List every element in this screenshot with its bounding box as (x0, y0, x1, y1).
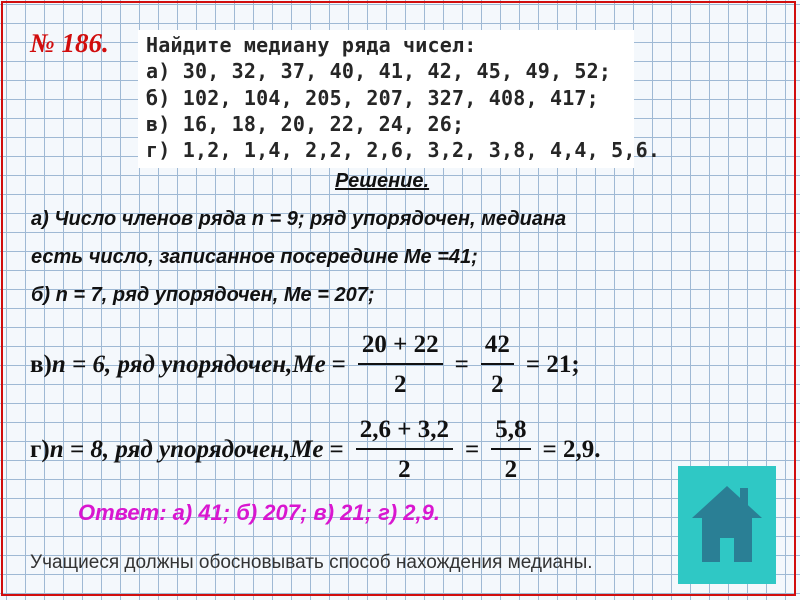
formula-v-eq1: = (331, 351, 346, 378)
formula-g (30, 410, 607, 490)
formula-g-fraction-2 (491, 416, 530, 484)
formula-v-fraction-2 (481, 331, 514, 399)
answer-text: Ответ: а) 41; б) 207; в) 21; г) 2,9. (78, 500, 440, 525)
formula-g-prefix: г) (30, 436, 50, 463)
formula-v-middle: , ряд упорядочен, (104, 351, 293, 378)
task-number: № 186. (30, 28, 109, 58)
formula-v-frac2-denominator: 2 (491, 371, 504, 398)
task-item-b: б) 102, 104, 205, 207, 327, 408, 417; (146, 86, 599, 110)
formula-v-n: n = 6 (51, 351, 105, 378)
formula-g-frac2-numerator: 5,8 (491, 416, 530, 450)
solution-line-a: а) Число членов ряда n = 9; ряд упорядочен, медиана (31, 208, 567, 230)
house-icon (678, 466, 776, 584)
home-button[interactable] (678, 466, 776, 584)
formula-g-eq2: = (465, 436, 480, 463)
formula-g-eq1: = (329, 436, 344, 463)
solution-title: Решение. (335, 170, 430, 192)
formula-v-prefix: в) (30, 351, 52, 378)
formula-v (30, 325, 586, 405)
formula-g-frac1-numerator: 2,6 + 3,2 (356, 416, 453, 450)
task-item-v: в) 16, 18, 20, 22, 24, 26; (146, 112, 465, 136)
footnote: Учащиеся должны обосновывать способ нахождения медианы. (30, 552, 593, 573)
formula-v-fraction-1 (358, 331, 443, 399)
formula-v-result: = 21; (525, 351, 580, 378)
formula-v-frac1-numerator: 20 + 22 (358, 331, 443, 365)
task-item-g: г) 1,2, 1,4, 2,2, 2,6, 3,2, 3,8, 4,4, 5,6. (146, 138, 661, 162)
formula-g-middle: , ряд упорядочен, (102, 436, 291, 463)
formula-g-frac2-denominator: 2 (504, 456, 518, 483)
formula-g-n: n = 8 (49, 436, 103, 463)
formula-v-frac2-numerator: 42 (481, 331, 514, 365)
formula-v-eq2: = (454, 351, 469, 378)
formula-g-me: Me (290, 436, 324, 463)
solution-line-b: б) n = 7, ряд упорядочен, Ме = 207; (31, 284, 375, 306)
formula-v-me: Me (292, 351, 326, 378)
task-prompt: Найдите медиану ряда чисел: (146, 33, 477, 57)
formula-v-frac1-denominator: 2 (394, 371, 407, 398)
task-item-a: а) 30, 32, 37, 40, 41, 42, 45, 49, 52; (146, 59, 612, 83)
formula-g-fraction-1 (356, 416, 453, 484)
formula-g-frac1-denominator: 2 (398, 456, 411, 483)
solution-line-a-cont: есть число, записанное посередине Ме =41; (31, 246, 478, 268)
formula-g-result: = 2,9. (542, 436, 601, 463)
